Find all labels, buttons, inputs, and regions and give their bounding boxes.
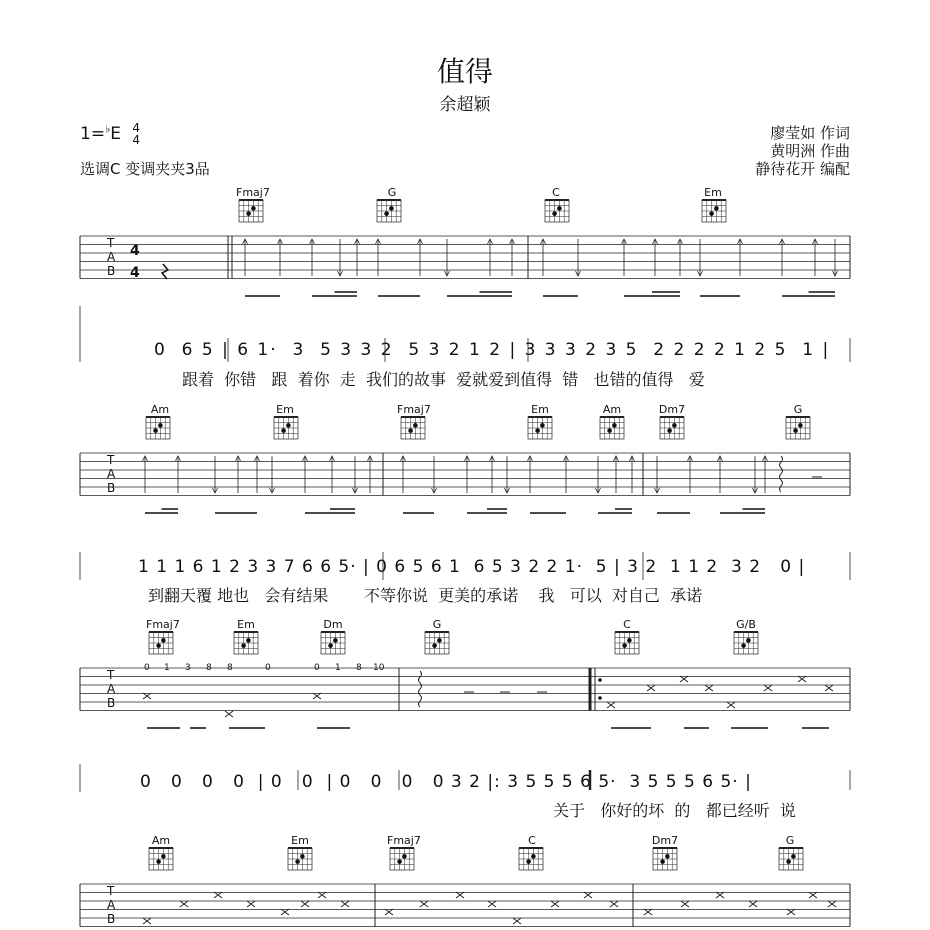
tab-letter-b: B bbox=[107, 912, 116, 926]
credit-arranger: 静待花开 编配 bbox=[755, 160, 850, 178]
lyrics-line: 跟着 你错 跟 着你 走 我们的故事 爱就爱到值得 错 也错的值得 爱 bbox=[182, 370, 705, 389]
chord-name: C bbox=[623, 618, 631, 631]
tab-letter-b: B bbox=[107, 264, 116, 278]
pluck-mark bbox=[705, 685, 713, 691]
pluck-mark bbox=[584, 892, 592, 898]
pluck-mark bbox=[764, 685, 772, 691]
chord-dot bbox=[786, 859, 791, 864]
chord-name: Em bbox=[531, 403, 549, 416]
chord-name: Fmaj7 bbox=[146, 618, 180, 631]
fret-number: 0 bbox=[144, 663, 150, 673]
chord-dot bbox=[384, 211, 389, 216]
time-top: 4 bbox=[132, 121, 141, 135]
pluck-mark bbox=[798, 676, 806, 682]
tab-time-bottom: 4 bbox=[130, 265, 140, 281]
chord-dot bbox=[741, 643, 746, 648]
chord-dot bbox=[156, 859, 161, 864]
jianpu-notes: 0 0 0 0 | 0 0 | 0 0 0 0 3 2 |: 3 5 5 5 6 5· 3 5 5 5 6 5· | bbox=[140, 772, 752, 792]
tab-letter-t: T bbox=[107, 884, 115, 898]
tab-letter-t: T bbox=[107, 453, 115, 467]
fret-number: 1 bbox=[164, 663, 170, 673]
pluck-mark bbox=[456, 892, 464, 898]
song-title: 值得 bbox=[436, 55, 493, 88]
chord-name: Em bbox=[276, 403, 294, 416]
chord-dot bbox=[552, 211, 557, 216]
chord-dot bbox=[241, 643, 246, 648]
chord-dot bbox=[627, 638, 632, 643]
fret-number: 0 bbox=[265, 663, 271, 673]
key-flat: ♭ bbox=[105, 122, 111, 136]
fret-number: 10 bbox=[373, 663, 385, 673]
tab-letter-a: A bbox=[107, 467, 116, 481]
chord-dot bbox=[540, 423, 545, 428]
tab-letter-a: A bbox=[107, 898, 116, 912]
pluck-mark bbox=[301, 901, 309, 907]
pluck-mark bbox=[385, 909, 393, 915]
chord-name: Fmaj7 bbox=[236, 186, 270, 199]
chord-dot bbox=[432, 643, 437, 648]
chord-dot bbox=[746, 638, 751, 643]
tab-letter-t: T bbox=[107, 236, 115, 250]
chord-dot bbox=[798, 423, 803, 428]
chord-dot bbox=[397, 859, 402, 864]
chord-name: G bbox=[387, 186, 397, 199]
pluck-mark bbox=[341, 901, 349, 907]
chord-dot bbox=[389, 206, 394, 211]
fret-number: 8 bbox=[227, 663, 233, 673]
pluck-mark bbox=[828, 901, 836, 907]
pluck-mark bbox=[247, 901, 255, 907]
pluck-mark bbox=[281, 909, 289, 915]
chord-name: Fmaj7 bbox=[387, 834, 421, 847]
chord-name: Dm7 bbox=[651, 834, 679, 847]
chord-dot bbox=[300, 854, 305, 859]
chord-dot bbox=[437, 638, 442, 643]
chord-dot bbox=[531, 854, 536, 859]
chord-dot bbox=[665, 854, 670, 859]
chord-dot bbox=[535, 428, 540, 433]
chord-dot bbox=[333, 638, 338, 643]
chord-dot bbox=[246, 211, 251, 216]
credit-composer: 黄明洲 作曲 bbox=[770, 142, 850, 160]
chord-dot bbox=[161, 854, 166, 859]
pluck-mark bbox=[180, 901, 188, 907]
chord-dot bbox=[402, 854, 407, 859]
chord-dot bbox=[161, 638, 166, 643]
chord-dot bbox=[158, 423, 163, 428]
chord-dot bbox=[660, 859, 665, 864]
fret-number: 0 bbox=[314, 663, 320, 673]
pluck-mark bbox=[143, 693, 151, 699]
chord-dot bbox=[286, 423, 291, 428]
pluck-mark bbox=[313, 693, 321, 699]
fret-number: 3 bbox=[185, 663, 191, 673]
tab-letter-a: A bbox=[107, 250, 116, 264]
capo-info: 选调C 变调夹夹3品 bbox=[80, 160, 210, 178]
fret-number: 1 bbox=[335, 663, 341, 673]
chord-dot bbox=[281, 428, 286, 433]
chord-dot bbox=[557, 206, 562, 211]
pluck-mark bbox=[825, 685, 833, 691]
pluck-mark bbox=[644, 909, 652, 915]
chord-name: Am bbox=[151, 834, 171, 847]
jianpu-notes: 1 1 1 6 1 2 3 3 7 6 6 5· | 0 6 5 6 1 6 5 3 2 2 1· 5 | 3 2 1 1 2 3 2 0 | bbox=[138, 557, 806, 577]
chord-dot bbox=[667, 428, 672, 433]
jianpu-notes: 0 6 5 | 6 1· 3 5 3 3 2 5 3 2 1 2 | 3 3 3 2 3 5 2 2 2 2 1 2 5 1 | bbox=[154, 340, 831, 360]
chord-dot bbox=[526, 859, 531, 864]
pluck-mark bbox=[680, 676, 688, 682]
rest-symbol bbox=[162, 264, 168, 279]
pluck-mark bbox=[225, 711, 233, 717]
chord-name: C bbox=[528, 834, 536, 847]
chord-dot bbox=[791, 854, 796, 859]
chord-name: Am bbox=[150, 403, 170, 416]
chord-dot bbox=[413, 423, 418, 428]
chord-dot bbox=[672, 423, 677, 428]
tab-letter-t: T bbox=[107, 668, 115, 682]
chord-name: Fmaj7 bbox=[397, 403, 431, 416]
lyrics-line: 关于 你好的坏 的 都已经听 说 bbox=[553, 801, 796, 820]
key-prefix: 1= bbox=[80, 124, 106, 144]
pluck-mark bbox=[610, 901, 618, 907]
chord-dot bbox=[251, 206, 256, 211]
chord-dot bbox=[612, 423, 617, 428]
pluck-mark bbox=[214, 892, 222, 898]
chord-dot bbox=[295, 859, 300, 864]
chord-name: Dm bbox=[323, 618, 343, 631]
pluck-mark bbox=[607, 702, 615, 708]
pluck-mark bbox=[727, 702, 735, 708]
pluck-mark bbox=[787, 909, 795, 915]
tab-letter-b: B bbox=[107, 481, 116, 495]
pluck-mark bbox=[143, 918, 151, 924]
chord-dot bbox=[408, 428, 413, 433]
pluck-mark bbox=[513, 918, 521, 924]
pluck-mark bbox=[716, 892, 724, 898]
chord-name: Em bbox=[704, 186, 722, 199]
time-bottom: 4 bbox=[132, 133, 141, 147]
chord-dot bbox=[156, 643, 161, 648]
repeat-dot bbox=[598, 696, 602, 700]
chord-name: G bbox=[432, 618, 442, 631]
chord-dot bbox=[622, 643, 627, 648]
pluck-mark bbox=[488, 901, 496, 907]
chord-dot bbox=[607, 428, 612, 433]
lyrics-line: 到翻天覆 地也 会有结果 不等你说 更美的承诺 我 可以 对自己 承诺 bbox=[148, 586, 703, 605]
tab-time-top: 4 bbox=[130, 243, 140, 259]
chord-name: Em bbox=[291, 834, 309, 847]
chord-dot bbox=[793, 428, 798, 433]
fret-number: 8 bbox=[356, 663, 362, 673]
credit-lyricist: 廖莹如 作词 bbox=[770, 124, 850, 142]
chord-name: G/B bbox=[736, 618, 756, 631]
pluck-mark bbox=[551, 901, 559, 907]
pluck-mark bbox=[809, 892, 817, 898]
pluck-mark bbox=[749, 901, 757, 907]
chord-name: G bbox=[793, 403, 803, 416]
chord-dot bbox=[246, 638, 251, 643]
chord-name: Em bbox=[237, 618, 255, 631]
repeat-dot bbox=[598, 678, 602, 682]
chord-dot bbox=[328, 643, 333, 648]
key-note: E bbox=[110, 124, 122, 144]
pluck-mark bbox=[681, 901, 689, 907]
chord-dot bbox=[714, 206, 719, 211]
chord-name: Am bbox=[602, 403, 622, 416]
pluck-mark bbox=[420, 901, 428, 907]
chord-name: Dm7 bbox=[658, 403, 686, 416]
tab-letter-a: A bbox=[107, 682, 116, 696]
singer-name: 余超颖 bbox=[439, 95, 491, 115]
fret-number: 8 bbox=[206, 663, 212, 673]
chord-dot bbox=[153, 428, 158, 433]
chord-name: C bbox=[552, 186, 560, 199]
chord-name: G bbox=[785, 834, 795, 847]
tab-letter-b: B bbox=[107, 696, 116, 710]
pluck-mark bbox=[318, 892, 326, 898]
chord-dot bbox=[709, 211, 714, 216]
pluck-mark bbox=[647, 685, 655, 691]
